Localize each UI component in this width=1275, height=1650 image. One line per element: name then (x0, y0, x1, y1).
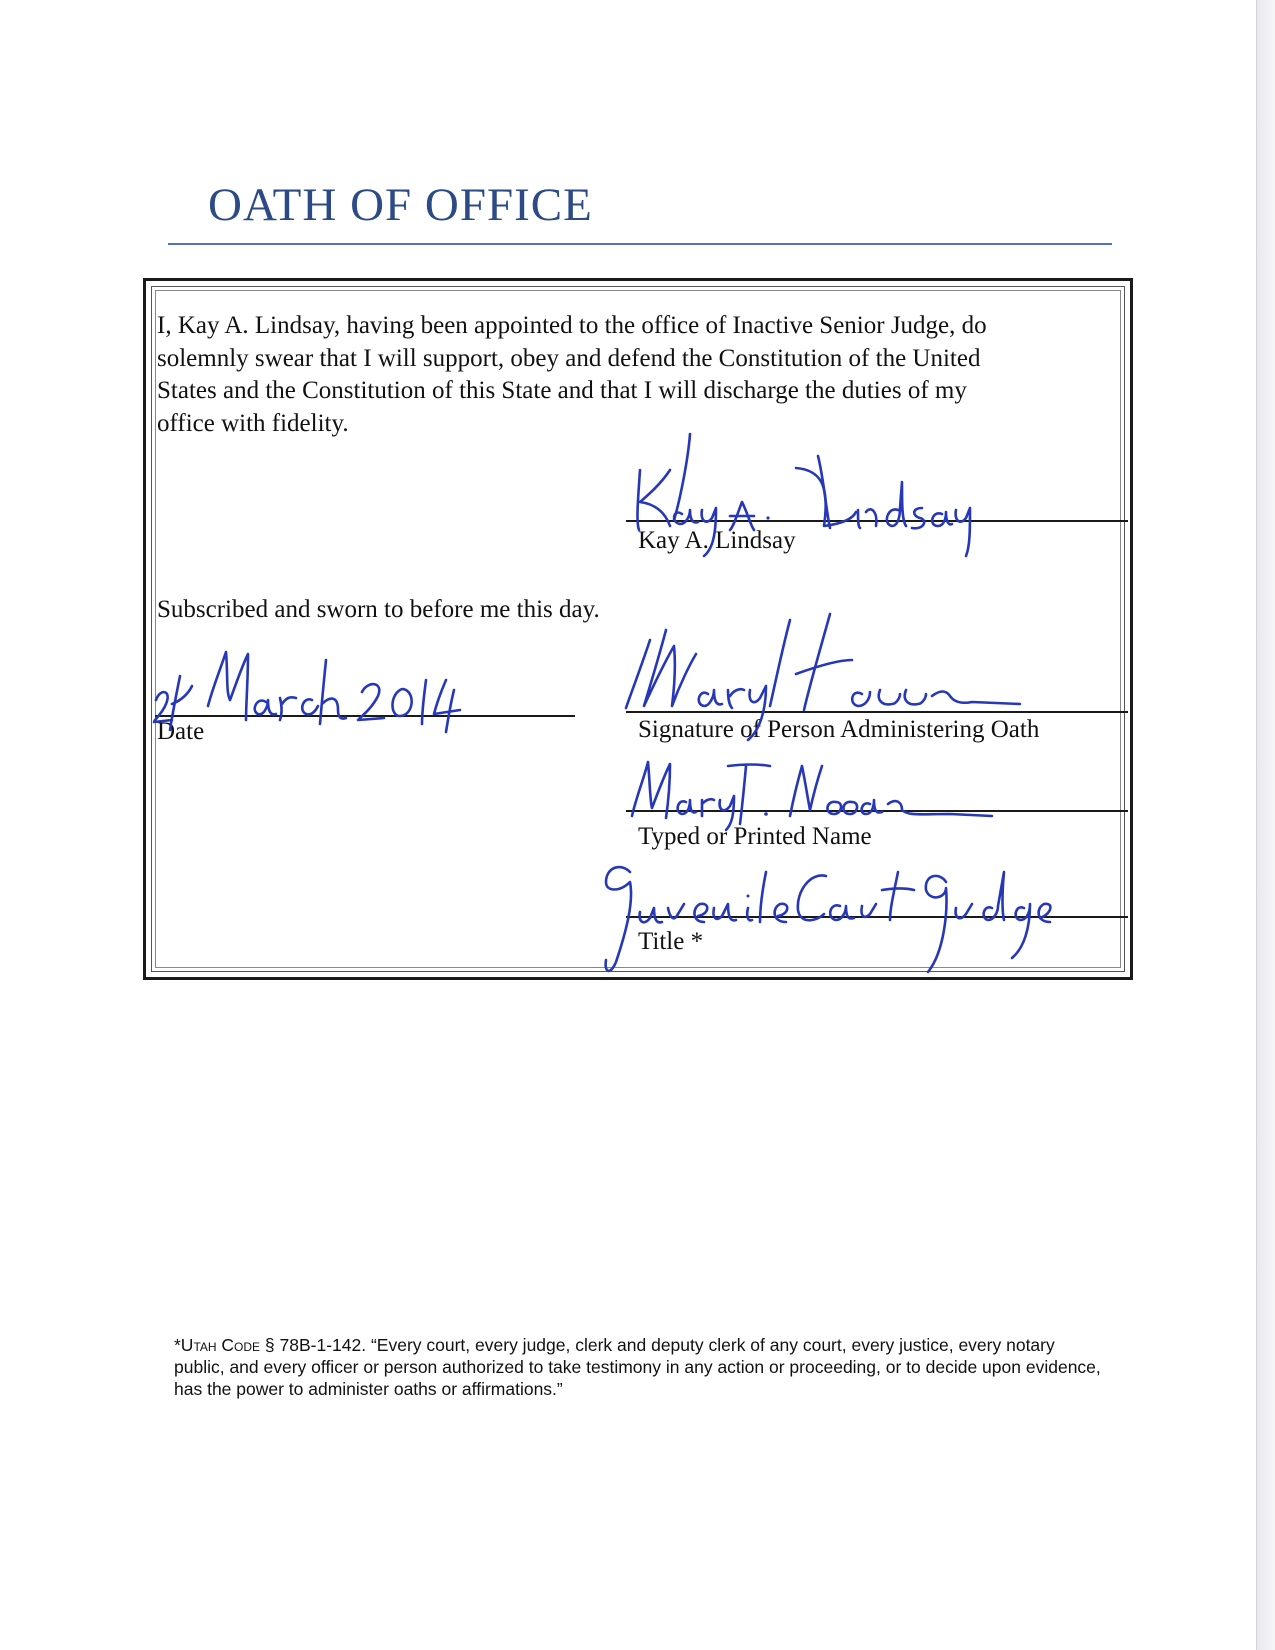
affiant-signature (630, 430, 980, 560)
footnote-citation: *Utah Code (174, 1335, 261, 1355)
typed-name-label: Typed or Printed Name (638, 823, 872, 850)
handwritten-title (600, 852, 1070, 982)
page-edge-shadow (1256, 0, 1275, 1650)
date-label: Date (157, 718, 205, 745)
affiant-name-label: Kay A. Lindsay (638, 527, 796, 554)
title-underline (168, 243, 1112, 245)
footnote-text: “Every court, every judge, clerk and deputy clerk of any court, every justice, every notary public, and every officer or person authorized to take testimony in any action or proceeding, or to decide upon evidence, has the power to administer oaths or affirmations.” (174, 1335, 1101, 1399)
administrator-signature-label: Signature of Person Administering Oath (638, 716, 1040, 743)
footnote (174, 1334, 1104, 1400)
footnote-section: § 78B-1-142. (260, 1335, 371, 1355)
handwritten-typed-name (620, 752, 1000, 832)
document-title: OATH OF OFFICE (208, 179, 593, 231)
administrator-signature (600, 610, 1020, 750)
subscribed-statement: Subscribed and sworn to before me this day. (157, 596, 600, 623)
title-label: Title * (638, 928, 704, 955)
oath-paragraph: I, Kay A. Lindsay, having been appointed to the office of Inactive Senior Judge, do solemnly swear that I will support, obey and defend the Constitution of the United States and the Constitution of this State and that I will discharge the duties of my office with fidelity. (157, 312, 987, 437)
handwritten-date (150, 640, 480, 740)
